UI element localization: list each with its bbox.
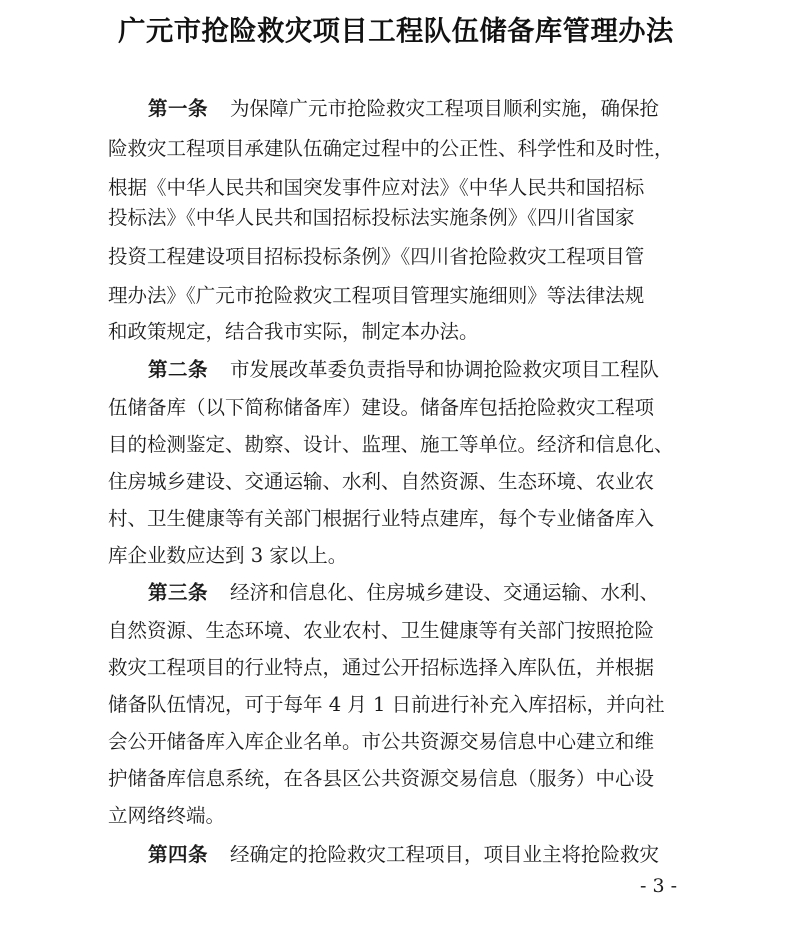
article-2-line-1 [148, 355, 659, 385]
article-2-line-5: 村、卫生健康等有关部门根据行业特点建库，每个专业储备库入 [108, 507, 655, 530]
article-1-line-2: 险救灾工程项目承建队伍确定过程中的公正性、科学性和及时性， [108, 137, 674, 160]
article-3-line-1 [148, 578, 659, 608]
article-2-line-2: 伍储备库（以下简称储备库）建设。储备库包括抢险救灾工程项 [108, 396, 655, 419]
article-4-text-1: 经确定的抢险救灾工程项目，项目业主将抢险救灾 [230, 843, 660, 866]
article-4-label: 第四条 [148, 843, 209, 866]
article-3-line-3: 救灾工程项目的行业特点，通过公开招标选择入库队伍，并根据 [108, 656, 655, 679]
article-1-text-1: 为保障广元市抢险救灾工程项目顺利实施，确保抢 [230, 97, 660, 120]
document-title: 广元市抢险救灾项目工程队伍储备库管理办法 [118, 16, 674, 47]
article-1-line-1 [148, 94, 659, 124]
article-1-line-6: 理办法》《广元市抢险救灾工程项目管理实施细则》等法律法规 [108, 284, 645, 307]
article-2-text-1: 市发展改革委负责指导和协调抢险救灾项目工程队 [230, 358, 660, 381]
article-4-line-1 [148, 840, 659, 870]
article-2-label: 第二条 [148, 358, 209, 381]
article-3-line-7: 立网络终端。 [108, 804, 226, 827]
article-1-line-5: 投资工程建设项目招标投标条例》《四川省抢险救灾工程项目管 [108, 245, 645, 268]
article-3-text-1: 经济和信息化、住房城乡建设、交通运输、水利、 [230, 581, 660, 604]
article-2-line-3: 目的检测鉴定、勘察、设计、监理、施工等单位。经济和信息化、 [108, 433, 674, 456]
article-1-line-4: 投标法》《中华人民共和国招标投标法实施条例》《四川省国家 [108, 206, 635, 229]
article-2-line-6: 库企业数应达到 3 家以上。 [108, 544, 348, 567]
article-3-line-2: 自然资源、生态环境、农业农村、卫生健康等有关部门按照抢险 [108, 619, 655, 642]
article-3-line-4: 储备队伍情况，可于每年 4 月 1 日前进行补充入库招标，并向社 [108, 693, 665, 716]
article-1-line-3: 根据《中华人民共和国突发事件应对法》《中华人民共和国招标 [108, 176, 645, 199]
page-number: - 3 - [640, 875, 678, 897]
article-3-line-5: 会公开储备库入库企业名单。市公共资源交易信息中心建立和维 [108, 730, 655, 753]
article-3-label: 第三条 [148, 581, 209, 604]
article-1-line-7: 和政策规定，结合我市实际，制定本办法。 [108, 320, 479, 343]
article-3-line-6: 护储备库信息系统，在各县区公共资源交易信息（服务）中心设 [108, 767, 655, 790]
article-2-line-4: 住房城乡建设、交通运输、水利、自然资源、生态环境、农业农 [108, 470, 655, 493]
article-1-label: 第一条 [148, 97, 209, 120]
